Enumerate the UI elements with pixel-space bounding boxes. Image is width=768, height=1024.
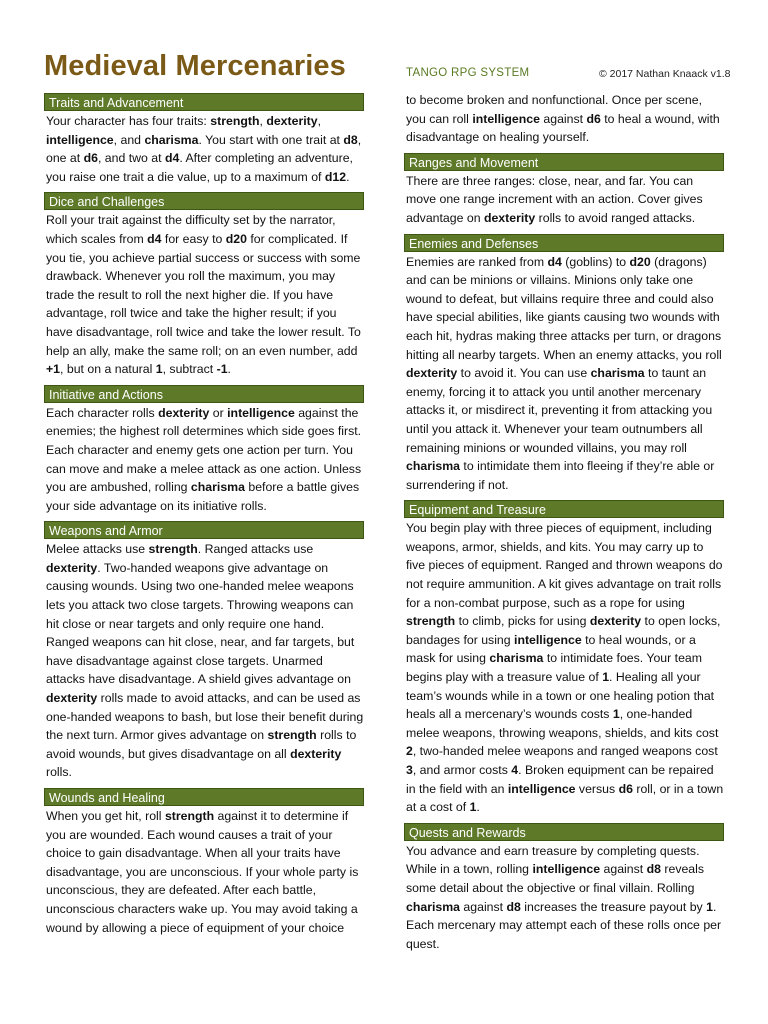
section-enemies-and-defenses: [404, 234, 724, 495]
body-text: roll, or in a town at a cost of: [406, 781, 724, 815]
body-text: to become broken and nonfunctional. Once per scene, you can roll: [406, 93, 703, 126]
body-text: to heal wounds, or a mask for using: [406, 632, 696, 666]
keyword-text: strength: [148, 542, 198, 557]
body-text: Enemies are ranked from: [406, 254, 548, 269]
keyword-text: dexterity: [46, 560, 98, 575]
keyword-text: dexterity: [406, 366, 458, 381]
body-text: before a battle gives your side advantage on its initiative rolls.: [46, 480, 360, 513]
body-text: reveals some detail about the objective or final villain. Rolling: [406, 862, 705, 895]
body-text: to intimidate them into fleeing if they’re able or surrendering if not.: [406, 459, 715, 492]
body-text: against: [460, 899, 507, 914]
body-text: .: [346, 169, 350, 184]
keyword-text: d8: [506, 899, 521, 914]
keyword-text: dexterity: [290, 746, 342, 761]
keyword-text: 3: [406, 763, 413, 777]
body-text: . Each mercenary may attempt each of these rolls once per quest.: [406, 899, 722, 951]
body-text: When you get hit, roll: [46, 809, 165, 823]
keyword-text: charisma: [406, 899, 461, 914]
body-text: Melee attacks use: [46, 542, 149, 557]
body-text: against: [600, 862, 647, 877]
body-text: rolls made to avoid attacks, and can be used as one-handed weapons to bash, but lose their benefit during the next turn. Armor gives advantage on: [46, 691, 364, 743]
keyword-text: d12: [324, 169, 347, 184]
body-text: . Ranged attacks use: [197, 542, 314, 557]
keyword-text: dexterity: [589, 614, 642, 629]
body-text: , and two at: [97, 151, 165, 166]
section-heading: Ranges and Movement: [404, 153, 724, 171]
left-column: [44, 93, 364, 943]
body-text: (goblins) to: [561, 254, 630, 269]
body-text: to heal a wound, with disadvantage on healing yourself.: [406, 111, 720, 145]
keyword-text: strength: [164, 809, 215, 823]
keyword-text: d6: [618, 781, 633, 796]
body-text: .: [476, 800, 480, 815]
section-ranges-and-movement: [404, 153, 724, 228]
keyword-text: 1: [155, 362, 163, 377]
section-heading: Initiative and Actions: [44, 385, 364, 403]
body-text: .: [227, 362, 231, 377]
section-body: [46, 807, 364, 937]
section-body: [406, 519, 724, 817]
body-text: , one at: [46, 132, 362, 166]
keyword-text: 1: [612, 707, 620, 722]
body-text: rolls to avoid ranged attacks.: [535, 210, 696, 225]
body-text: to taunt an enemy, forcing it to attack you until another mercenary attacks it, or misdirect it, preventing it from attacking you until you attack it. Whenever your team outnumbers all remaining minions or wounded villains, you may roll: [406, 366, 713, 455]
section-heading: Quests and Rewards: [404, 823, 724, 841]
body-text: for easy to: [161, 231, 226, 246]
keyword-text: charisma: [190, 480, 245, 495]
body-text: increases the treasure payout by: [520, 899, 707, 914]
body-text: There are three ranges: close, near, and far. You can move one range increment with an action. Cover gives advantage on: [406, 173, 703, 225]
keyword-text: charisma: [406, 459, 461, 474]
body-text: ,: [317, 114, 322, 128]
keyword-text: -1: [216, 362, 228, 377]
keyword-text: intelligence: [514, 632, 582, 647]
body-text: Each character rolls: [46, 405, 159, 420]
body-text: or: [209, 405, 228, 420]
section-continuation: [404, 91, 724, 147]
right-column: [404, 90, 724, 959]
section-heading: Weapons and Armor: [44, 521, 364, 539]
body-text: against it to determine if you are wounded. Each wound causes a trait of your choice to gain disadvantage. When all your traits have disadvantage, you are unconscious. If your whole party is unconscious, they are defeated. After each battle, unconscious characters wake up. You may avoid taking a wound by allowing a piece of equipment of your choice: [46, 809, 359, 935]
section-wounds-and-healing: [44, 788, 364, 937]
body-text: . Two-handed weapons give advantage on causing wounds. Using two one-handed melee weapons lets you attack two close targets. Throwing weapons can hit close or near targets and only require one hand. Ranged weapons can hit close, near, and far targets, but have disadvantage against close targets. Unarmed attacks have disadvantage. A shield gives advantage on: [46, 560, 355, 687]
keyword-text: d6: [83, 151, 98, 166]
body-text: Roll your trait against the difficulty set by the narrator, which scales from: [46, 213, 336, 246]
body-text: to avoid it. You can use: [457, 366, 591, 381]
keyword-text: dexterity: [46, 691, 98, 706]
section-body: [406, 172, 724, 228]
section-heading: Equipment and Treasure: [404, 500, 724, 518]
section-heading: Dice and Challenges: [44, 192, 364, 210]
body-text: versus: [575, 781, 619, 796]
keyword-text: d8: [646, 862, 661, 877]
body-text: , but on a natural: [60, 362, 156, 377]
keyword-text: dexterity: [483, 210, 536, 225]
body-text: , subtract: [162, 362, 217, 377]
keyword-text: 4: [511, 763, 519, 777]
keyword-text: strength: [406, 614, 456, 629]
keyword-text: +1: [46, 362, 61, 377]
keyword-text: 1: [469, 800, 477, 815]
copyright-notice: © 2017 Nathan Knaack v1.8: [599, 68, 731, 80]
body-text: , two-handed melee weapons and ranged weapons cost: [412, 744, 718, 759]
keyword-text: intelligence: [532, 862, 601, 877]
body-text: , and: [113, 132, 145, 147]
section-body: [406, 91, 724, 147]
keyword-text: intelligence: [507, 781, 576, 796]
keyword-text: strength: [210, 114, 260, 128]
keyword-text: intelligence: [46, 132, 114, 147]
body-text: to open locks, bandages for using: [406, 614, 721, 647]
keyword-text: charisma: [590, 366, 645, 381]
section-weapons-and-armor: [44, 521, 364, 782]
section-body: [406, 253, 724, 495]
body-text: , and armor costs: [412, 763, 512, 777]
keyword-text: strength: [267, 728, 317, 743]
section-body: [46, 404, 364, 516]
section-heading: Wounds and Healing: [44, 788, 364, 806]
section-initiative-and-actions: [44, 385, 364, 516]
body-text: rolls to avoid wounds, but gives disadvantage on all: [46, 728, 357, 761]
section-body: [406, 842, 724, 954]
system-name: TANGO RPG SYSTEM: [406, 67, 530, 79]
body-text: against: [539, 111, 587, 126]
section-body: [46, 211, 364, 378]
section-heading: Traits and Advancement: [44, 93, 364, 111]
keyword-text: d4: [547, 254, 562, 269]
body-text: against the enemies; the highest roll determines which side goes first. Each character and enemy gets one action per turn. You can move and make a melee attack as one action. Unless you are ambushed, rolling: [46, 405, 362, 495]
keyword-text: charisma: [489, 651, 544, 666]
document-title: Medieval Mercenaries: [44, 50, 346, 82]
body-text: . Healing all your team’s wounds while in a town or one healing potion that heals all a mercenary’s wounds costs: [406, 670, 715, 722]
body-text: rolls.: [46, 765, 72, 780]
body-text: to climb, picks for using: [455, 614, 590, 629]
keyword-text: d20: [225, 231, 247, 246]
section-equipment-and-treasure: [404, 500, 724, 817]
section-traits-and-advancement: [44, 93, 364, 186]
section-quests-and-rewards: [404, 823, 724, 954]
keyword-text: d6: [586, 111, 601, 126]
keyword-text: 1: [706, 899, 713, 914]
body-text: (dragons) and can be minions or villains. Minions only take one wound to defeat, but villains require three and could also have special abilities, like giants causing two wounds with each hit, hydras making three attacks per turn, or dragons hitting all nearby targets. When an enemy attacks, you roll: [406, 254, 722, 362]
body-text: You advance and earn treasure by completing quests. While in a town, rolling: [406, 843, 700, 877]
keyword-text: charisma: [144, 132, 199, 147]
body-text: for complicated. If you tie, you achieve partial success or success with some drawback. Whenever you roll the maximum, you may trade the result to roll the next higher die. If you have advantage, roll twice and take the higher result; if you have disadvantage, roll twice and take the lower result. To help an ally, make the same roll; on an even number, add: [46, 231, 361, 358]
keyword-text: 2: [406, 744, 413, 759]
body-text: to intimidate foes. Your team begins play with a treasure value of: [406, 651, 702, 685]
body-text: ,: [259, 114, 267, 128]
body-text: . After completing an adventure, you raise one trait a die value, up to a maximum of: [46, 151, 353, 184]
section-body: [46, 540, 364, 782]
keyword-text: d8: [343, 132, 358, 147]
keyword-text: d20: [629, 254, 651, 269]
body-text: . Broken equipment can be repaired in the field with an: [406, 763, 714, 796]
keyword-text: 1: [602, 670, 610, 685]
body-text: Your character has four traits:: [46, 114, 211, 128]
keyword-text: d4: [147, 231, 162, 246]
keyword-text: dexterity: [158, 405, 210, 420]
section-body: [46, 112, 364, 186]
section-heading: Enemies and Defenses: [404, 234, 724, 252]
keyword-text: intelligence: [472, 111, 540, 126]
body-text: , one-handed melee weapons, throwing weapons, shields, and kits cost: [406, 707, 719, 740]
keyword-text: d4: [164, 151, 180, 166]
body-text: You begin play with three pieces of equipment, including weapons, armor, shields, and kits. You may carry up to five pieces of equipment. Ranged and thrown weapons do not require ammunition. A kit gives advantage on trait rolls for a non-combat purpose, such as a rope for using: [406, 521, 723, 610]
body-text: . You start with one trait at: [198, 132, 344, 147]
keyword-text: dexterity: [266, 114, 318, 128]
section-dice-and-challenges: [44, 192, 364, 378]
keyword-text: intelligence: [227, 405, 295, 420]
